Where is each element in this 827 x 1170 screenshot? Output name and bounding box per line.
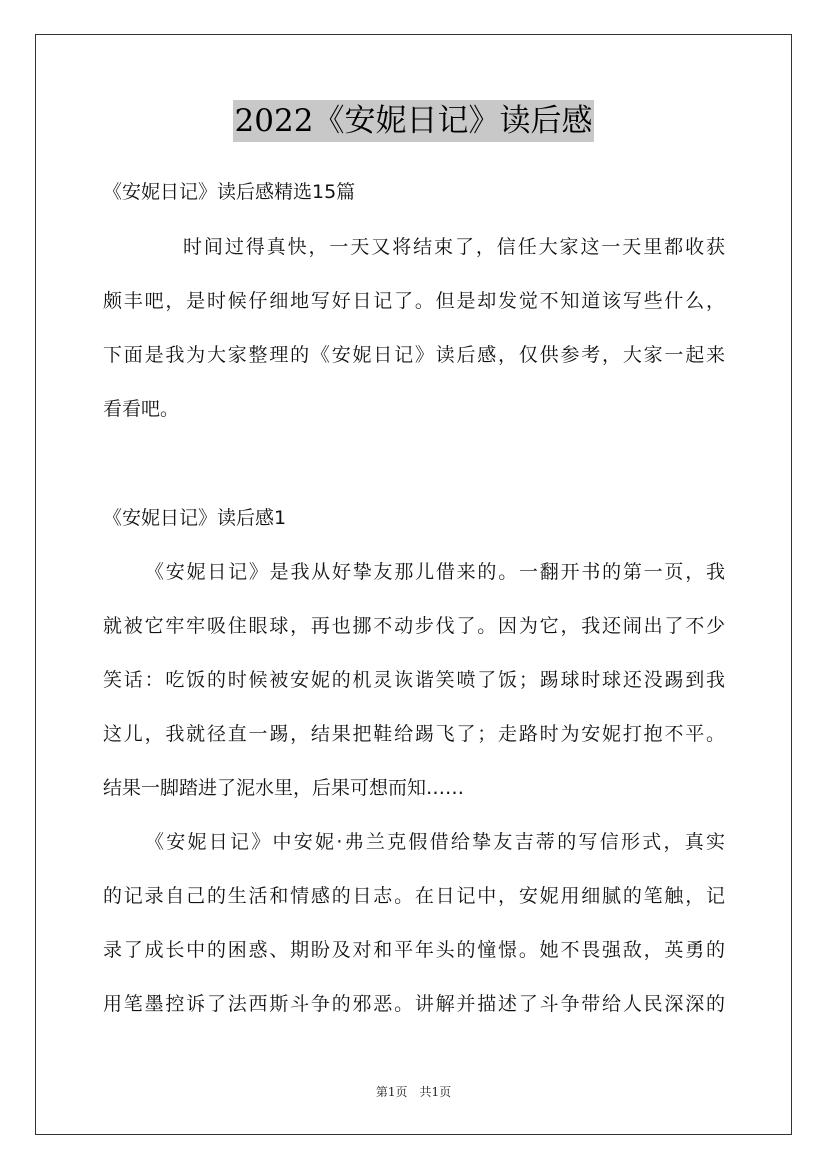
document-title: 2022《安妮日记》读后感 — [233, 100, 595, 142]
document-title-block — [0, 100, 827, 142]
intro-line-2: 颇丰吧，是时候仔细地写好日记了。但是却发觉不知道该写些什么， — [103, 290, 725, 312]
paragraph2-line-3: 录了成长中的困惑、期盼及对和平年头的憧憬。她不畏强敌，英勇的 — [103, 939, 725, 961]
paragraph2-line-1: 《安妮日记》中安妮·弗兰克假借给挚友吉蒂的写信形式，真实 — [145, 831, 725, 853]
intro-line-4: 看看吧。 — [103, 398, 180, 420]
paragraph2-line-2: 的记录自己的生活和情感的日志。在日记中，安妮用细腻的笔触，记 — [103, 885, 725, 907]
paragraph1-line-2: 就被它牢牢吸住眼球，再也挪不动步伐了。因为它，我还闹出了不少 — [103, 615, 725, 637]
paragraph1-line-4: 这儿，我就径直一踢，结果把鞋给踢飞了；走路时为安妮打抱不平。 — [103, 723, 725, 745]
section-heading: 《安妮日记》读后感1 — [103, 507, 287, 529]
paragraph1-line-1: 《安妮日记》是我从好挚友那儿借来的。一翻开书的第一页，我 — [145, 561, 725, 583]
intro-line-1: 时间过得真快，一天又将结束了，信任大家这一天里都收获 — [183, 236, 725, 258]
intro-line-3: 下面是我为大家整理的《安妮日记》读后感，仅供参考，大家一起来 — [103, 344, 725, 366]
paragraph1-line-5: 结果一脚踏进了泥水里，后果可想而知…… — [103, 777, 465, 799]
paragraph1-line-3: 笑话：吃饭的时候被安妮的机灵诙谐笑喷了饭；踢球时球还没踢到我 — [103, 669, 725, 691]
page-footer: 第1页 共1页 — [375, 1085, 452, 1099]
paragraph2-line-4: 用笔墨控诉了法西斯斗争的邪恶。讲解并描述了斗争带给人民深深的 — [103, 993, 725, 1015]
document-subtitle: 《安妮日记》读后感精选15篇 — [103, 181, 356, 203]
